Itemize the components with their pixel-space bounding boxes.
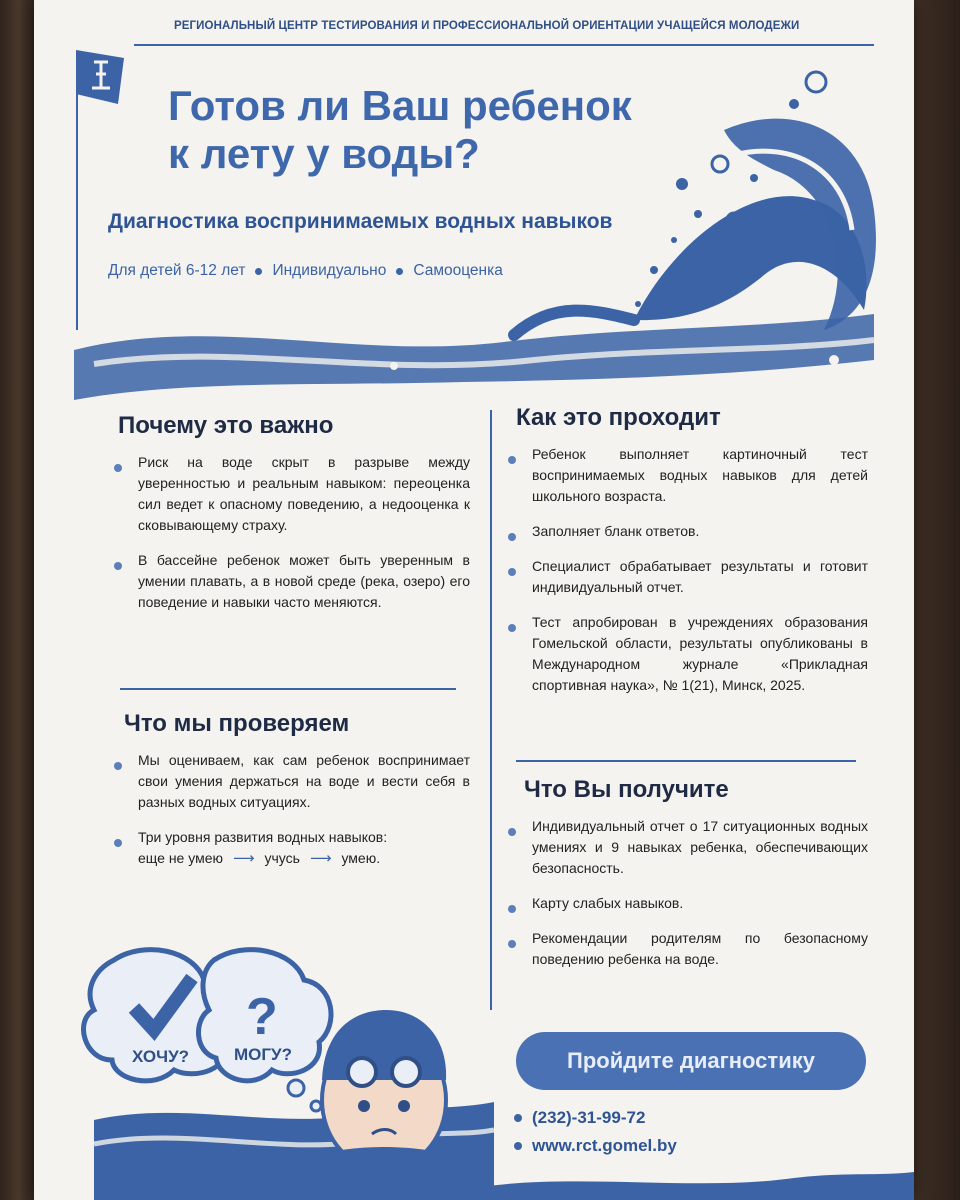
list-item: Мы оцениваем, как сам ребенок воспринимает свои умения держаться на воде и вести себя в разных водных ситуациях. bbox=[110, 750, 470, 813]
section-divider bbox=[516, 760, 856, 762]
list-item bbox=[110, 827, 470, 869]
how-list bbox=[504, 444, 868, 710]
bubble-can-label: МОГУ? bbox=[234, 1045, 292, 1064]
list-item: Риск на воде скрыт в разрыве между уверенностью и реальным навыком: переоценка сил ведет к опасному поведению, а недооценка к сковывающему страху. bbox=[110, 452, 470, 536]
arrow-right-icon: ⟶ bbox=[309, 850, 332, 867]
page-title bbox=[168, 82, 728, 178]
list-item: Индивидуальный отчет о 17 ситуационных водных умениях и 9 навыках ребенка, обеспечивающих безопасность. bbox=[504, 816, 868, 879]
level-not-yet: еще не умею bbox=[138, 850, 223, 866]
list-item: Карту слабых навыков. bbox=[504, 893, 868, 914]
meta-method: Самооценка bbox=[413, 262, 503, 279]
check-heading: Что мы проверяем bbox=[124, 710, 350, 737]
take-diagnostic-button[interactable]: Пройдите диагностику bbox=[516, 1032, 866, 1090]
phone-number[interactable]: (232)-31-99-72 bbox=[532, 1108, 646, 1127]
title-line-1: Готов ли Ваш ребенок bbox=[168, 82, 632, 129]
get-heading: Что Вы получите bbox=[524, 776, 729, 803]
bullet-dot-icon bbox=[396, 268, 403, 275]
flyer-page bbox=[34, 0, 914, 1200]
how-heading: Как это проходит bbox=[516, 404, 721, 431]
level-can: умею. bbox=[341, 850, 381, 866]
level-learning: учусь bbox=[264, 850, 300, 866]
list-item: Заполняет бланк ответов. bbox=[504, 521, 868, 542]
list-item: Рекомендации родителям по безопасному поведению ребенка на воде. bbox=[504, 928, 868, 970]
contact-phone bbox=[514, 1108, 645, 1128]
question-mark-icon: ? bbox=[246, 988, 278, 1046]
organization-name: РЕГИОНАЛЬНЫЙ ЦЕНТР ТЕСТИРОВАНИЯ И ПРОФЕССИОНАЛЬНОЙ ОРИЕНТАЦИИ УЧАЩЕЙСЯ МОЛОДЕЖИ bbox=[174, 20, 800, 32]
bullet-dot-icon bbox=[514, 1142, 522, 1150]
list-item: В бассейне ребенок может быть уверенным в умении плавать, а в новой среде (река, озеро) его поведение и навыки часто меняются. bbox=[110, 550, 470, 613]
meta-format: Индивидуально bbox=[272, 262, 387, 279]
why-list bbox=[110, 452, 470, 627]
page-subtitle: Диагностика воспринимаемых водных навыков bbox=[108, 210, 613, 233]
list-item: Тест апробирован в учреждениях образования Гомельской области, результаты опубликованы в Международном журнале «Прикладная спортивная наука», № 1(21), Минск, 2025. bbox=[504, 612, 868, 696]
audience-meta bbox=[108, 262, 503, 280]
footer-wave bbox=[474, 1168, 914, 1200]
list-item: Ребенок выполняет картиночный тест воспринимаемых водных навыков для детей школьного возраста. bbox=[504, 444, 868, 507]
meta-age: Для детей 6-12 лет bbox=[108, 262, 246, 279]
website-link[interactable]: www.rct.gomel.by bbox=[532, 1136, 677, 1155]
why-heading: Почему это важно bbox=[118, 412, 334, 439]
bullet-dot-icon bbox=[514, 1114, 522, 1122]
bubble-want-label: ХОЧУ? bbox=[132, 1047, 190, 1066]
child-swimmer-illustration bbox=[34, 930, 494, 1200]
top-rule bbox=[134, 44, 874, 46]
levels-intro: Три уровня развития водных навыков: bbox=[138, 829, 388, 845]
check-list bbox=[110, 750, 470, 883]
list-item: Специалист обрабатывает результаты и готовит индивидуальный отчет. bbox=[504, 556, 868, 598]
skill-levels bbox=[138, 848, 470, 869]
title-line-2: к лету у воды? bbox=[168, 130, 480, 177]
section-divider bbox=[120, 688, 456, 690]
bullet-dot-icon bbox=[255, 268, 262, 275]
arrow-right-icon: ⟶ bbox=[232, 850, 255, 867]
column-divider bbox=[490, 410, 492, 1010]
get-list bbox=[504, 816, 868, 984]
contact-website bbox=[514, 1136, 677, 1156]
